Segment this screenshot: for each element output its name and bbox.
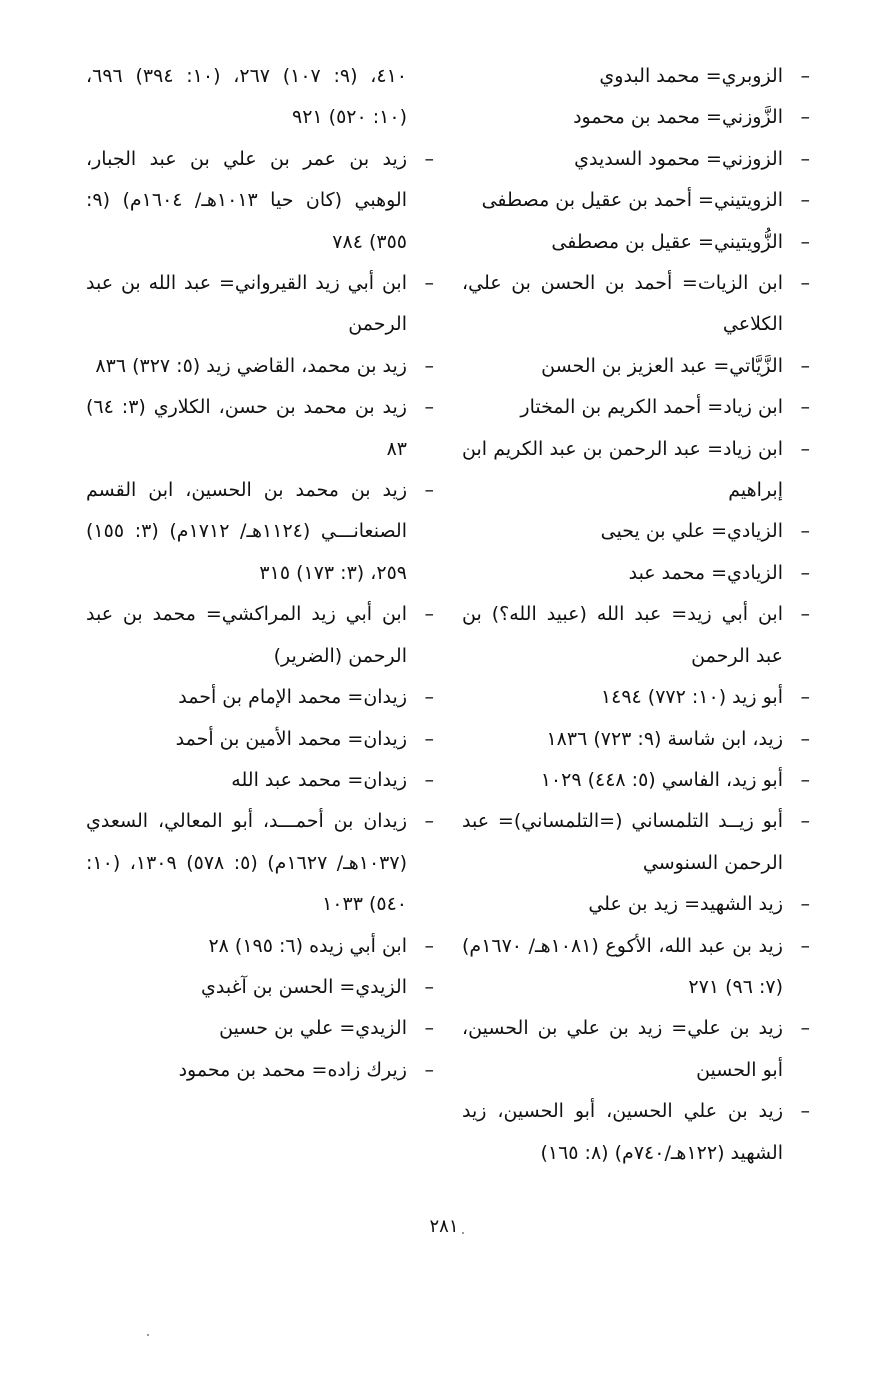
entry-dash: – [800,189,810,212]
entry-text: أبو زيــد التلمساني (=التلمساني)= عبد الرحمن السنوسي [462,810,783,874]
index-entry [86,677,434,718]
index-entry [86,760,434,801]
entry-dash: – [800,727,810,750]
entry-dash: – [800,768,810,791]
entry-dash: – [800,396,810,419]
entry-text: زيد بن محمد بن الحسين، ابن القسم الصنعانـــي (١١٢٤هـ/ ١٧١٢م) (٣: ١٥٥) ٢٥٩، (٣: ١٧٣) ٣١٥ [86,479,407,584]
entry-dash: – [424,727,434,750]
index-entry [462,387,810,428]
entry-dash: – [424,272,434,295]
entry-text: زيد الشهيد= زيد بن علي [588,893,783,916]
entry-text: الزيدي= علي بن حسين [219,1017,407,1040]
index-entry [86,346,434,387]
entry-dash: – [424,147,434,170]
entry-dash: – [800,354,810,377]
index-entry [462,553,810,594]
entry-dash: – [800,230,810,253]
entry-text: زيدان= محمد الإمام بن أحمد [178,686,407,709]
entry-dash: – [800,934,810,957]
entry-text: الزُّويتيني= عقيل بن مصطفى [551,230,783,253]
index-entry [462,511,810,552]
entry-text: الزيدي= الحسن بن آغبدي [200,975,407,998]
entry-text: الزَّوزني= محمد بن محمود [573,106,783,129]
entry-dash: – [800,561,810,584]
entry-text: ابن أبي زيد المراكشي= محمد بن عبد الرحمن (الضرير) [86,603,407,667]
entry-text: الزيادي= علي بن يحيى [600,520,783,543]
entry-text: زيرك زاده= محمد بن محمود [178,1058,407,1081]
entry-dash: – [800,437,810,460]
entry-text: ابن زياد= أحمد الكريم بن المختار [520,396,783,419]
entry-text: زيد، ابن شاسة (٩: ٧٢٣) ١٨٣٦ [546,727,783,750]
entry-dash: – [424,934,434,957]
page-number: ٢٨١ [429,1216,459,1237]
entry-dash: – [800,147,810,170]
entry-text: ابن أبي زيد= عبد الله (عبيد الله؟) بن عبد الرحمن [462,603,783,667]
entry-dash: – [800,686,810,709]
entry-dash: – [424,810,434,833]
entry-text: زيد بن علي= زيد بن علي بن الحسين، أبو الحسين [462,1017,783,1081]
index-entry [462,760,810,801]
index-entry [462,719,810,760]
entry-dash: – [424,1058,434,1081]
index-entry [462,1091,810,1174]
entry-dash: – [800,1100,810,1123]
index-entry [86,139,434,263]
entry-text: الزَّيَّاتي= عبد العزيز بن الحسن [541,354,783,377]
index-entry [86,967,434,1008]
entry-text: ابن زياد= عبد الرحمن بن عبد الكريم ابن إبراهيم [462,437,783,502]
entry-text: زيدان بن أحمـــد، أبو المعالي، السعدي (١٠٣٧هـ/ ١٦٢٧م) (٥: ٥٧٨) ١٣٠٩، (١٠: ٥٤٠) ١٠٣٣ [86,810,408,916]
entry-dash: – [800,520,810,543]
entry-dash: – [424,975,434,998]
scan-speck [147,1334,149,1336]
index-entry [462,180,810,221]
index-entry [86,263,434,346]
entry-text: ابن أبي زيد القيرواني= عبد الله بن عبد الرحمن [86,272,407,336]
index-entry [462,1008,810,1091]
entry-dash: – [800,603,810,626]
entry-dash: – [800,106,810,129]
index-entry [86,594,434,677]
index-entry [462,97,810,138]
entry-text: الزوبري= محمد البدوي [599,65,783,87]
entry-text: أبو زيد (١٠: ٧٧٢) ١٤٩٤ [600,686,783,709]
index-entry [462,594,810,677]
entry-text: الزويتيني= أحمد بن عقيل بن مصطفى [481,189,783,212]
entry-dash: – [424,396,434,419]
index-entry [462,429,810,512]
entry-text: ٤١٠، (٩: ١٠٧) ٢٦٧، (١٠: ٣٩٤) ٦٩٦، (١٠: ٥٢٠) ٩٢١ [86,65,407,129]
index-entry [462,346,810,387]
index-entry [86,470,434,594]
entry-text: ابن الزيات= أحمد بن الحسن بن علي، الكلاعي [462,272,783,336]
entry-dash: – [424,1017,434,1040]
entry-text: الزيادي= محمد عبد [628,561,783,584]
entry-dash: – [800,1017,810,1040]
index-entry [462,677,810,718]
entry-text: الزوزني= محمود السديدي [574,147,783,170]
entry-text: زيد بن عبد الله، الأكوع (١٠٨١هـ/ ١٦٧٠م) (٧: ٩٦) ٢٧١ [462,934,783,998]
index-entry [86,1008,434,1049]
entry-dash: – [424,479,434,502]
index-entry-continuation [86,56,434,139]
entry-dash: – [424,603,434,626]
entry-dash: – [800,272,810,295]
index-entry [86,926,434,967]
index-entry [462,801,810,884]
index-entry [462,884,810,925]
entry-text: زيدان= محمد الأمين بن أحمد [175,727,407,750]
index-entry [462,926,810,1009]
entry-dash: – [424,768,434,791]
index-entry [86,719,434,760]
entry-text: زيد بن علي الحسين، أبو الحسين، زيد الشهيد (١٢٢هـ/٧٤٠م) (٨: ١٦٥) [462,1100,783,1164]
entry-text: زيد بن عمر بن علي بن عبد الجبار، الوهبي (كان حيا ١٠١٣هـ/ ١٦٠٤م) (٩: ٣٥٥) ٧٨٤ [86,147,407,253]
index-entry [462,263,810,346]
entry-dash: – [800,65,810,87]
entry-text: زيد بن محمد، القاضي زيد (٥: ٣٢٧) ٨٣٦ [95,354,407,377]
index-entry [86,801,434,925]
entry-dash: – [424,354,434,377]
scan-speck [462,1232,464,1234]
entry-dash: – [424,686,434,709]
entry-text: زيدان= محمد عبد الله [231,768,407,791]
index-entry [86,387,434,470]
entry-dash: – [800,893,810,916]
entry-text: ابن أبي زيده (٦: ١٩٥) ٢٨ [208,934,407,957]
index-entry [86,1050,434,1091]
index-column-right [462,56,810,1174]
index-column-left [86,56,434,1091]
entry-text: زيد بن محمد بن حسن، الكلاري (٣: ٦٤) ٨٣ [86,396,407,460]
entry-dash: – [800,810,810,833]
index-entry [462,139,810,180]
index-entry [462,222,810,263]
entry-text: أبو زيد، الفاسي (٥: ٤٤٨) ١٠٢٩ [540,768,783,791]
index-entry [462,56,810,97]
